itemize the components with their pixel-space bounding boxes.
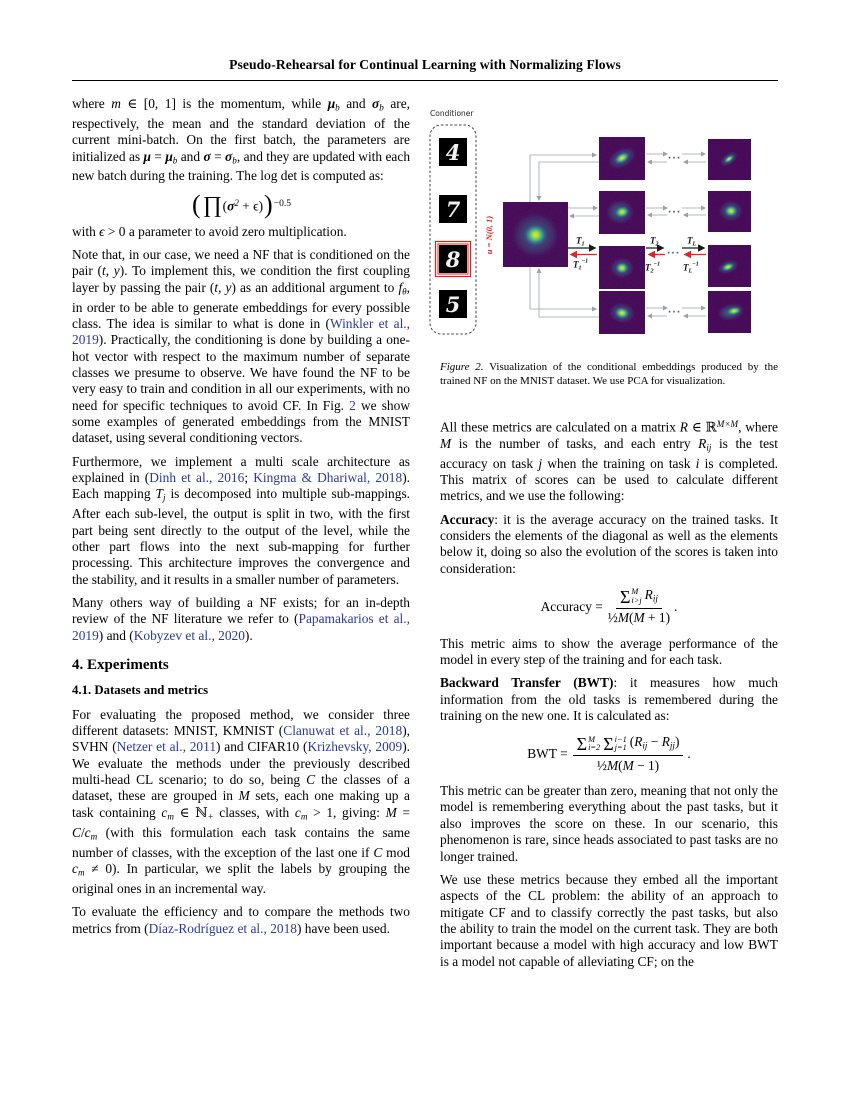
text-segment: This metric can be greater than zero, meaning that not only the model is remembering everything about the past tasks, but it also improves the score on these. In our scenario, this phenomenon is rare, since heads associated to past tasks are no longer trained. [440,783,778,864]
text-segment: is the test accuracy on task [440,435,778,471]
text-segment: ϵ [99,223,105,239]
text-segment: R [634,734,643,750]
text-segment: = [396,804,410,820]
sum-lower-limit: j=1 [614,743,627,753]
sum-upper-limit: M [631,587,639,597]
label-tL: $T_L$ [687,235,697,248]
label-t1: $T_1$ [576,235,585,248]
eq-accuracy-period: . [674,598,678,614]
subsection-heading-datasets: 4.1. Datasets and metrics [72,683,209,698]
text-segment: σ [372,96,380,111]
embedding-plot-mid-1 [599,137,645,180]
p-multiscale [72,454,410,588]
text-segment: f [398,279,403,295]
citation-link[interactable]: Krizhevsky, 2009 [307,739,403,755]
text-segment: R [698,435,707,451]
text-segment: when the training on task [542,455,696,471]
text-segment: are, respectively, the mean and the standard deviation of the current mini-batch. On the first batch, the parameters are initialized as [72,96,411,164]
ellipsis-row2: ··· [667,208,682,218]
text-segment: ) have been used. [296,920,390,936]
digit-image-8-selected [436,242,471,277]
text-segment: ≠ 0). In particular, we split the labels by grouping the original ones in an incremental way. [72,860,410,896]
running-header [72,0,778,81]
latent-distribution-label: u = N(0, 1) [484,215,494,255]
connector-base-mid4-back [539,269,599,317]
text-segment: ) and ( [98,627,134,643]
digit-image-4 [439,138,467,166]
text-segment: R [679,419,688,435]
text-segment: ) and CIFAR10 ( [216,739,308,755]
digit-image-5 [439,290,467,318]
text-segment: Visualization of the conditional embeddings produced by the trained NF on the MNIST dataset. We use PCA for visualization. [440,361,778,388]
sum-symbol: Σ [619,586,631,607]
text-segment: ij [652,593,658,604]
sum-upper-limit: i−1 [614,734,627,744]
text-segment: ∈ ℕ [173,804,208,820]
text-segment: m [167,811,174,822]
text-segment: Note that, in our case, we need a NF that is conditioned on the pair ( [72,247,410,279]
text-segment: M [617,610,629,626]
eq-accuracy-denominator [608,609,670,627]
sum-upper-limit: M [588,734,596,744]
text-segment: ) as an additional argument to [231,279,399,295]
text-segment: classes, with [213,804,295,820]
figure-2-diagram [426,98,778,348]
connector-base-mid1-back [539,162,599,200]
text-segment: Accuracy [440,511,495,527]
text-segment: / [80,824,85,840]
label-tL-inverse: $T_L^{-1}$ [683,261,699,275]
label-t2: $T_2$ [650,235,659,248]
text-segment: ; [244,470,254,486]
text-segment: ). Each mapping [72,470,410,502]
text-segment: ) [674,734,680,750]
text-segment: b [379,102,384,113]
p-matrix [440,416,778,505]
p-accuracy-note [440,636,778,669]
text-segment: For evaluating the proposed method, we consider three different datasets: MNIST, KMNIST ( [72,706,410,739]
text-segment: where [72,96,112,111]
text-segment: To evaluate the efficiency and to compare the methods two metrics from ( [72,904,410,936]
text-segment: C [72,824,81,840]
embedding-plot-right-2 [708,191,751,232]
eq-bwt [440,734,778,774]
eq-bwt-period: . [687,746,691,762]
text-segment: ∈ [0, 1] is the momentum, while [120,96,328,111]
page-title: Pseudo-Rehearsal for Continual Learning with Normalizing Flows [229,57,621,72]
eq-logdet-inner [223,195,263,215]
figure-2 [426,98,778,352]
p-metrics-rationale [440,872,778,970]
text-segment: = [150,148,166,164]
text-segment: σ [203,148,211,164]
text-segment: m [90,831,98,842]
text-segment: 2 [234,197,239,208]
text-segment: ). To implement this, we condition the first coupling layer by passing the pair ( [72,263,410,295]
text-segment: M [440,435,452,451]
text-segment: is decomposed into multiple sub-mappings. After each sub-level, the output is split in two, with the first part being sent directly to the output of the level, while the other part flows into the next sub-mapping for further processing. This architecture improves the convergence and the stability, and it results in a smaller number of parameters. [72,486,411,587]
text-segment: : it is the average accuracy on the trained tasks. It considers the elements of the diagonal as well as the elements below it, doing so also the evolution of the scores is taken into consideration: [440,511,778,576]
p-bwt-def [440,675,778,724]
eq-accuracy-numerator [645,587,658,607]
text-segment: − [647,734,662,750]
ellipsis-row4: ··· [667,308,682,318]
embedding-plot-right-3 [708,245,751,287]
connector-base-mid4-forward [530,267,596,309]
text-segment: mod [382,844,410,860]
ellipsis-row3: ··· [666,249,681,259]
eq-bwt-lhs: BWT = [527,746,568,762]
text-segment: R [661,734,670,750]
text-segment: M [622,757,634,773]
text-segment: c [84,824,91,840]
text-segment: θ [402,286,407,297]
text-segment: c [161,804,168,820]
text-segment: σ [225,148,233,164]
text-segment: , where [738,419,778,435]
p-nf-review [72,595,410,644]
text-segment: , in order to be able to generate embeddings for every possible class. The idea is similar to what is done in ( [72,279,411,331]
digit-image-7 [439,195,467,223]
text-segment: : it measures how much information from the old tasks is remembered during the training on the new one. It is calculated as: [440,675,778,724]
text-segment: M×M [716,418,739,429]
base-distribution-plot [503,202,568,267]
text-segment: > 1, giving: [307,804,386,820]
label-t2-inverse: $T_2^{-1}$ [645,261,661,275]
text-segment: ( [629,610,634,626]
eq-logdet: ( ∏ $(\sigma^2 + \epsilon)$ ) −0.5 [192,189,291,219]
sum-lower-limit: i>j [631,595,642,605]
conditioner-label: Conditioner [430,109,474,118]
citation-link[interactable]: 2 [349,397,356,413]
p-epsilon [72,224,410,240]
text-segment: > 0 a parameter to avoid zero multiplication. [104,223,347,239]
text-segment: μ [165,148,173,164]
p-datasets [72,707,410,897]
text-segment: We use these metrics because they embed all the important aspects of the CL problem: the ability of an approach to mitigate CF and to classify correctly the past tasks, but also the ability to train the model on the current task. They are both important because a model with high accuracy and low BWT is a model not capable of alleviating CF; on the [440,871,778,969]
sum-symbol: Σ [603,734,614,755]
text-segment: M [633,610,645,626]
left-column [72,96,410,977]
text-segment: j [538,455,543,471]
text-segment: R [644,586,653,602]
text-segment: ). [244,627,253,643]
p-conditioning [72,247,410,447]
text-segment: with [72,223,100,239]
embedding-plot-mid-2 [599,191,645,234]
citation-link[interactable]: Netzer et al., 2011 [116,739,217,755]
text-segment: m [300,811,308,822]
text-segment: M [238,788,250,804]
text-segment: σ [227,198,235,214]
text-segment: c [294,804,301,820]
text-segment: μ [327,96,336,111]
text-segment: ij [706,442,712,453]
text-segment: sets, each one making up a task containing [72,788,410,820]
eq-accuracy-fraction [608,587,670,627]
text-segment: ), SVHN ( [72,723,410,755]
text-segment: we show some examples of generated embeddings from the MNIST dataset, using several conditioning vectors. [72,397,410,446]
text-segment: m [77,867,85,878]
right-column [430,96,778,977]
text-segment: Furthermore, we implement a multi scale architecture as explained in ( [72,453,410,486]
text-segment: t, y [214,279,232,295]
text-segment: ). Practically, the conditioning is done by building a one-hot vector with respect to the maximum number of separate classes we presume to observe. We have found the NF to be very easy to train and condition in all our experiments, with no need for specific techniques to avoid CF. In Fig. [72,332,410,413]
text-segment: + 1) [644,610,671,626]
text-segment: b [172,155,178,166]
text-segment: b [232,155,237,166]
text-segment: ∈ ℝ [687,419,717,435]
eq-accuracy [440,587,778,627]
text-segment: ij [642,740,648,751]
text-segment: C [373,844,383,860]
text-segment: C [306,772,316,788]
text-segment: Many others way of building a NF exists; for an in-depth review of the NF literature we refer to ( [72,595,410,627]
text-segment: , and they are updated with each new batch during the training. The log det is computed as: [72,148,411,184]
eq-accuracy-lhs: Accuracy = [540,598,603,614]
svg-text:7: 7 [445,197,461,222]
sum-symbol: Σ [576,734,588,755]
text-segment: and [339,96,373,111]
ellipsis-row1: ··· [667,154,682,164]
text-segment: = [210,148,226,164]
p-metrics-intro [72,904,410,937]
text-segment: T [155,486,163,502]
text-segment: ( [629,734,635,750]
text-segment: ). We evaluate the methods under the previously described multi-head CL scenario; to do so, being [72,739,411,788]
citation-link[interactable]: Clanuwat et al., 2018 [283,723,403,739]
text-segment: m [111,96,121,111]
embedding-plot-right-4 [708,291,751,333]
label-t1-inverse: $T_1^{-1}$ [573,258,589,272]
text-segment: jj [669,740,675,751]
p-bwt-note [440,783,778,865]
citation-link[interactable]: Papamakarios et al., 2019 [72,611,410,643]
text-segment: Backward Transfer (BWT) [440,675,614,691]
two-column-body [72,96,778,977]
citation-link[interactable]: Winkler et al., 2019 [72,315,410,348]
svg-text:8: 8 [445,247,461,272]
text-segment: c [72,860,78,876]
p-batchnorm [72,96,410,185]
citation-link[interactable]: Kingma & Dhariwal, 2018 [253,470,403,486]
eq-bwt-fraction [573,734,684,774]
text-segment: ½ [607,610,618,626]
text-segment: μ [143,148,151,164]
eq-logdet-exponent: −0.5 [273,198,291,209]
eq-bwt-numerator [630,734,680,754]
text-segment: is completed. This matrix of scores can be used to calculate different metrics, and we use the following: [440,455,778,504]
text-segment: + [207,811,214,822]
embedding-plot-mid-4 [599,291,645,334]
text-segment: ½ [596,757,607,773]
citation-link[interactable]: Dinh et al., 2016 [149,470,245,486]
text-segment: t, y [102,263,120,279]
text-segment: Figure 2. [440,361,484,374]
text-segment: (with this formulation each task contains the same number of classes, with the exception of the last one if [72,824,410,860]
text-segment: All these metrics are calculated on a matrix [440,419,680,435]
citation-link[interactable]: Kobyzev et al., 2020 [133,627,245,643]
sum-lower-limit: i=2 [588,743,601,753]
text-segment: − 1) [633,757,660,773]
section-heading-experiments: 4. Experiments [72,657,169,674]
text-segment: j [162,492,166,503]
citation-link[interactable]: Díaz-Rodríguez et al., 2018 [148,920,297,936]
text-segment: ( [222,198,228,214]
text-segment: ( [618,757,623,773]
svg-text:4: 4 [445,140,461,165]
header-rule [72,80,778,81]
text-segment: M [385,804,397,820]
svg-text:5: 5 [445,292,461,317]
text-segment: and [177,148,204,164]
text-segment: + ϵ) [238,198,264,214]
text-segment: the classes of a dataset, these are grouped in [72,772,410,804]
embedding-plot-mid-3 [599,246,645,289]
embedding-plot-right-1 [708,139,751,180]
text-segment: This metric aims to show the average performance of the model in every step of the training and for each task. [440,635,778,668]
text-segment: i [695,455,700,471]
text-segment: is the number of tasks, and each entry [451,435,699,451]
text-segment: b [335,102,340,113]
figure-caption [440,361,778,388]
eq-bwt-denominator [597,756,659,774]
text-segment: M [606,757,619,773]
p-accuracy-def [440,512,778,577]
